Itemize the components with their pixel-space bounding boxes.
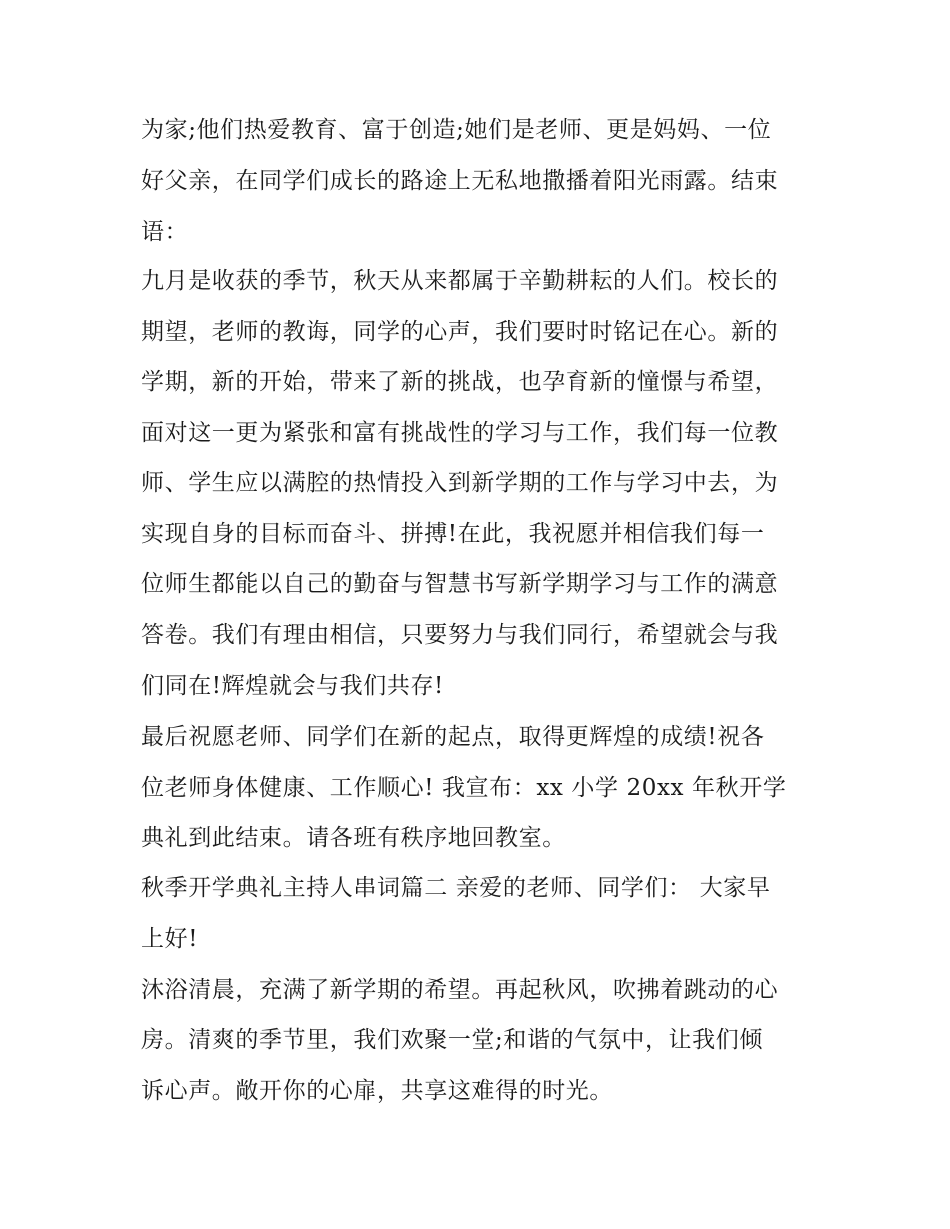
text-line: 最后祝愿老师、同学们在新的起点，取得更辉煌的成绩!祝各: [141, 724, 765, 750]
text-line: 师、学生应以满腔的热情投入到新学期的工作与学习中去，为: [141, 470, 779, 496]
text-line: 秋季开学典礼主持人串词篇二 亲爱的老师、同学们： 大家早: [141, 875, 771, 901]
text-line: 语：: [141, 219, 189, 245]
text-line: 学期，新的开始，带来了新的挑战，也孕育新的憧憬与希望，: [141, 369, 779, 395]
text-line: 答卷。我们有理由相信，只要努力与我们同行，希望就会与我: [141, 622, 779, 648]
text-line: 为家;他们热爱教育、富于创造;她们是老师、更是妈妈、一位: [141, 117, 772, 143]
text-line: 诉心声。敞开你的心扉，共享这难得的时光。: [141, 1078, 613, 1104]
text-line: 实现自身的目标而奋斗、拼搏!在此，我祝愿并相信我们每一: [141, 521, 765, 547]
text-line: 期望，老师的教诲，同学的心声，我们要时时铭记在心。新的: [141, 319, 779, 345]
text-line: 面对这一更为紧张和富有挑战性的学习与工作，我们每一位教: [141, 420, 779, 446]
text-line: 上好!: [141, 926, 199, 952]
text-line: 好父亲，在同学们成长的路途上无私地撒播着阳光雨露。结束: [141, 168, 779, 194]
text-line: 位老师身体健康、工作顺心! 我宣布：xx 小学 20xx 年秋开学: [141, 775, 787, 801]
text-line: 九月是收获的季节，秋天从来都属于辛勤耕耘的人们。校长的: [141, 268, 779, 294]
text-line: 沐浴清晨，充满了新学期的希望。再起秋风，吹拂着跳动的心: [141, 977, 779, 1003]
text-line: 们同在!辉煌就会与我们共存!: [141, 673, 444, 699]
text-line: 房。清爽的季节里，我们欢聚一堂;和谐的气氛中，让我们倾: [141, 1027, 763, 1053]
text-line: 典礼到此结束。请各班有秩序地回教室。: [141, 825, 566, 851]
text-line: 位师生都能以自己的勤奋与智慧书写新学期学习与工作的满意: [141, 571, 779, 597]
